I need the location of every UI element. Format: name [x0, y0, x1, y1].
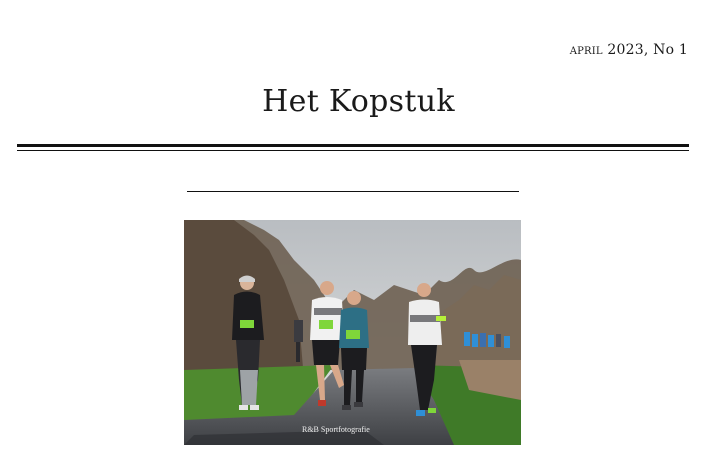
article-rule — [187, 191, 519, 192]
issue-line — [570, 42, 688, 58]
masthead-rule-thick — [17, 144, 689, 147]
running-event-photo — [184, 220, 521, 445]
newsletter-title: Het Kopstuk — [262, 84, 455, 119]
issue-date: april 2023, — [569, 42, 654, 58]
photo-watermark: R&B Sportfotografie — [302, 425, 370, 434]
issue-number: No 1 — [653, 42, 688, 58]
masthead-rule-thin — [17, 150, 689, 151]
